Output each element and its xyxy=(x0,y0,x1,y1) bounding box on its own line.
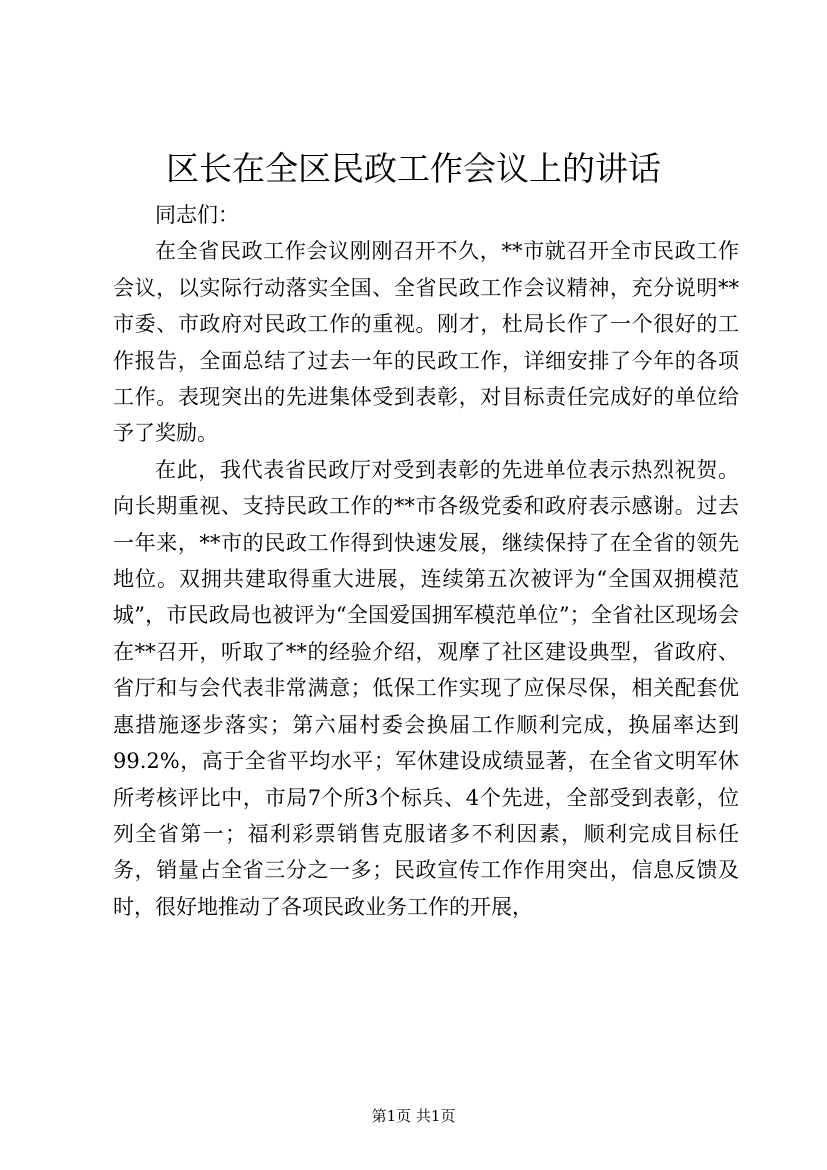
document-title: 区长在全区民政工作会议上的讲话 xyxy=(166,149,661,188)
paragraph-1: 在全省民政工作会议刚刚召开不久，**市就召开全市民政工作会议，以实际行动落实全国、全省民政工作会议精神，充分说明**市委、市政府对民政工作的重视。刚才，杜局长作了一个很好的工作报告，全面总结了过去一年的民政工作，详细安排了今年的各项工作。表现突出的先进集体受到表彰，对目标责任完成好的单位给予了奖励。 xyxy=(113,239,739,446)
document-body xyxy=(113,197,739,925)
salutation: 同志们： xyxy=(155,203,239,227)
paragraph-2: 在此，我代表省民政厅对受到表彰的先进单位表示热烈祝贺。向长期重视、支持民政工作的**市各级党委和政府表示感谢。过去一年来，**市的民政工作得到快速发展，继续保持了在全省的领先地位。双拥共建取得重大进展，连续第五次被评为“全国双拥模范城”，市民政局也被评为“全国爱国拥军模范单位”；全省社区现场会在**召开，听取了**的经验介绍，观摩了社区建设典型，省政府、省厅和与会代表非常满意；低保工作实现了应保尽保，相关配套优惠措施逐步落实；第六届村委会换届工作顺利完成，换届率达到99.2%，高于全省平均水平；军休建设成绩显著，在全省文明军休所考核评比中，市局7个所3个标兵、4个先进，全部受到表彰，位列全省第一；福利彩票销售克服诸多不利因素，顺利完成目标任务，销量占全省三分之一多；民政宣传工作作用突出，信息反馈及时，很好地推动了各项民政业务工作的开展， xyxy=(113,457,739,919)
page-footer: 第1页 共1页 xyxy=(371,1107,456,1125)
